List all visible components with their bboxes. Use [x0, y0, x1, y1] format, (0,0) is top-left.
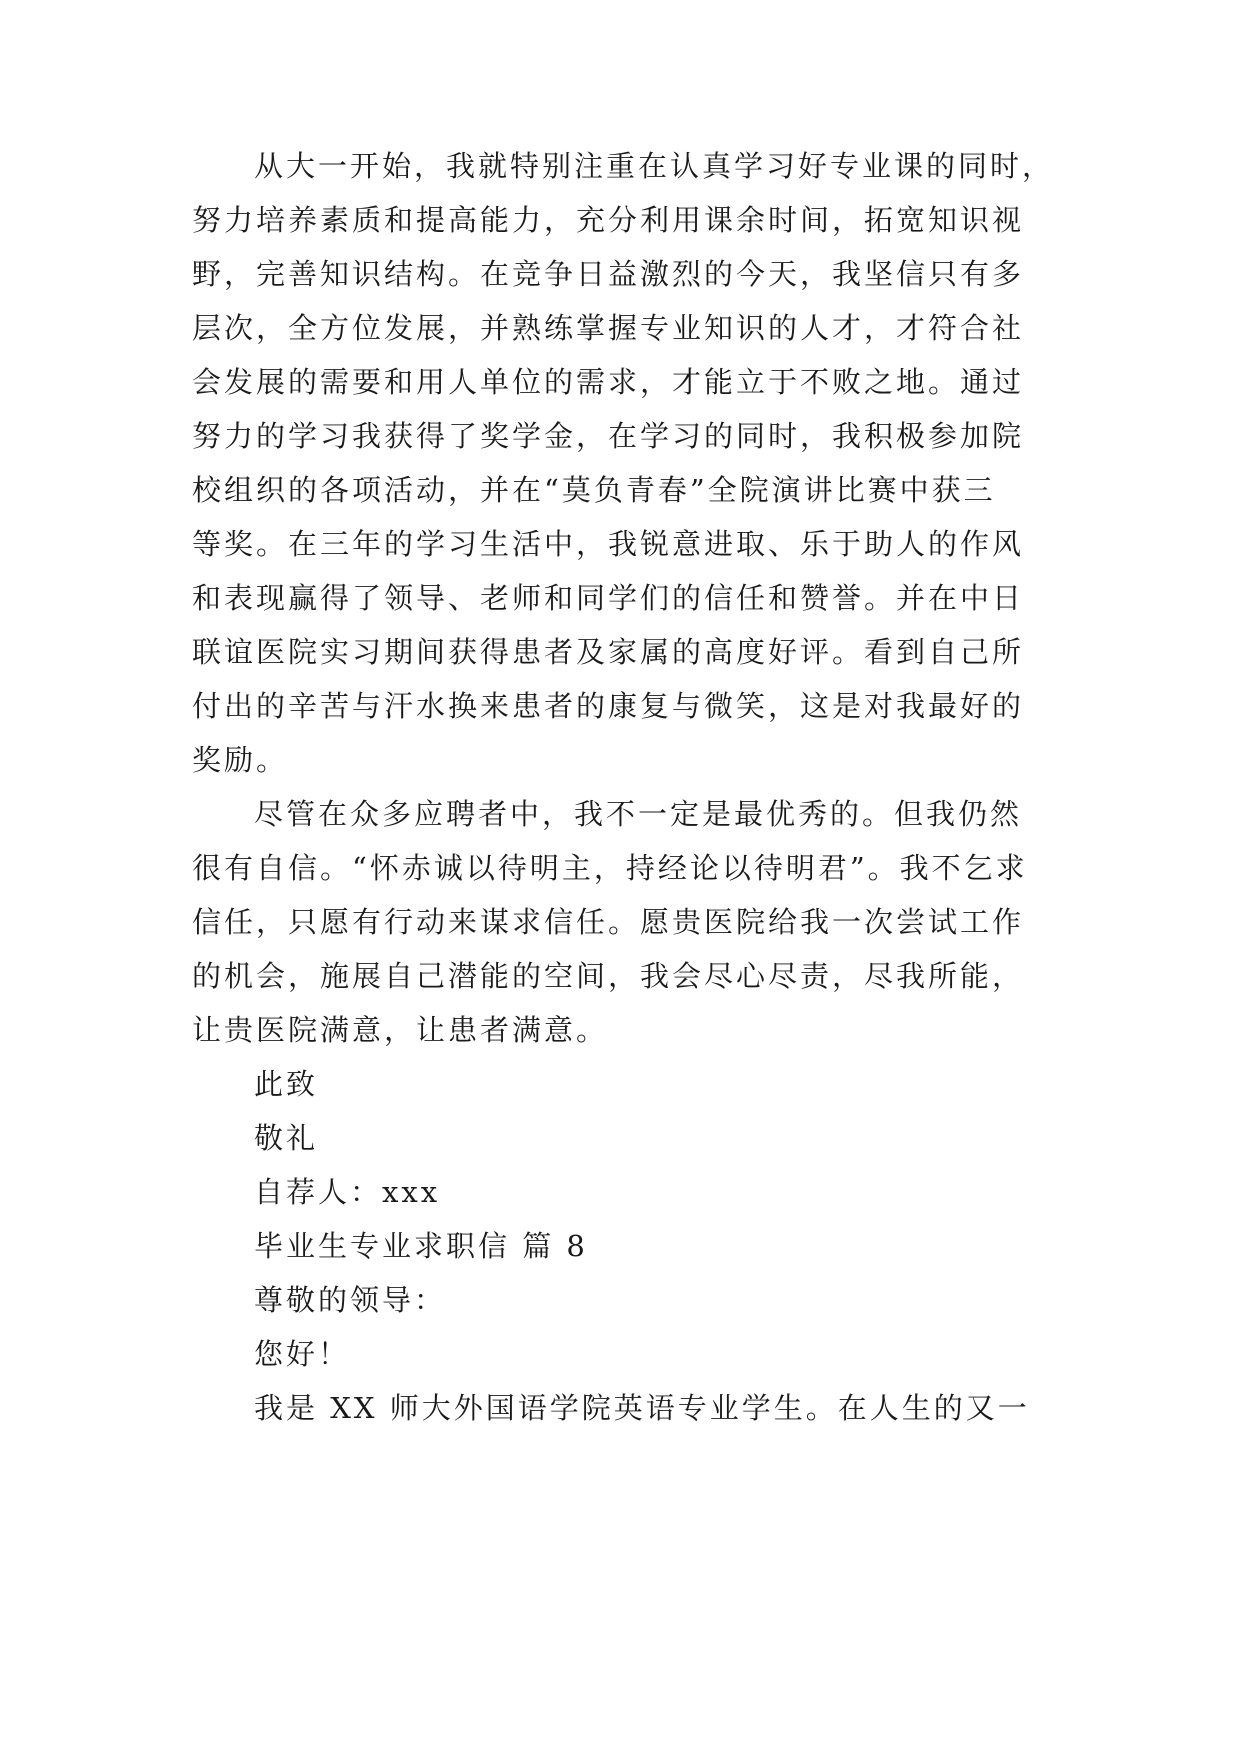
paragraph-line: 会发展的需要和用人单位的需求，才能立于不败之地。通过 [192, 365, 1025, 399]
paragraph-line: 奖励。 [192, 743, 289, 777]
paragraph-line: 很有自信。“怀赤诚以待明主，持经论以待明君”。我不乞求 [192, 851, 1028, 885]
paragraph-line: 信任，只愿有行动来谋求信任。愿贵医院给我一次尝试工作 [192, 905, 1025, 939]
paragraph-line: 努力培养素质和提高能力，充分利用课余时间，拓宽知识视 [192, 203, 1025, 237]
paragraph-line: 层次，全方位发展，并熟练掌握专业知识的人才，才符合社 [192, 311, 1025, 345]
signature-line: 自荐人：xxx [254, 1175, 441, 1209]
paragraph-line: 等奖。在三年的学习生活中，我锐意进取、乐于助人的作风 [192, 527, 1025, 561]
paragraph-line: 尽管在众多应聘者中，我不一定是最优秀的。但我仍然 [254, 797, 1023, 831]
paragraph-line: 联谊医院实习期间获得患者及家属的高度好评。看到自己所 [192, 635, 1025, 669]
paragraph-line: 的机会，施展自己潜能的空间，我会尽心尽责，尽我所能， [192, 959, 1025, 993]
closing-regards: 敬礼 [254, 1121, 319, 1155]
greeting-line: 您好！ [254, 1337, 351, 1371]
paragraph-line: 野，完善知识结构。在竞争日益激烈的今天，我坚信只有多 [192, 257, 1025, 291]
section-heading: 毕业生专业求职信 篇 8 [254, 1229, 588, 1263]
paragraph-line: 从大一开始，我就特别注重在认真学习好专业课的同时， [254, 149, 1055, 183]
paragraph-line: 付出的辛苦与汗水换来患者的康复与微笑，这是对我最好的 [192, 689, 1025, 723]
paragraph-line: 和表现赢得了领导、老师和同学们的信任和赞誉。并在中日 [192, 581, 1025, 615]
paragraph-line: 努力的学习我获得了奖学金，在学习的同时，我积极参加院 [192, 419, 1025, 453]
paragraph-line: 校组织的各项活动，并在“莫负青春”全院演讲比赛中获三 [192, 473, 996, 507]
paragraph-line: 让贵医院满意，让患者满意。 [192, 1013, 609, 1047]
paragraph-line: 我是 XX 师大外国语学院英语专业学生。在人生的又一 [254, 1391, 1030, 1425]
closing-salutation: 此致 [254, 1067, 319, 1101]
greeting-line: 尊敬的领导： [254, 1283, 447, 1317]
